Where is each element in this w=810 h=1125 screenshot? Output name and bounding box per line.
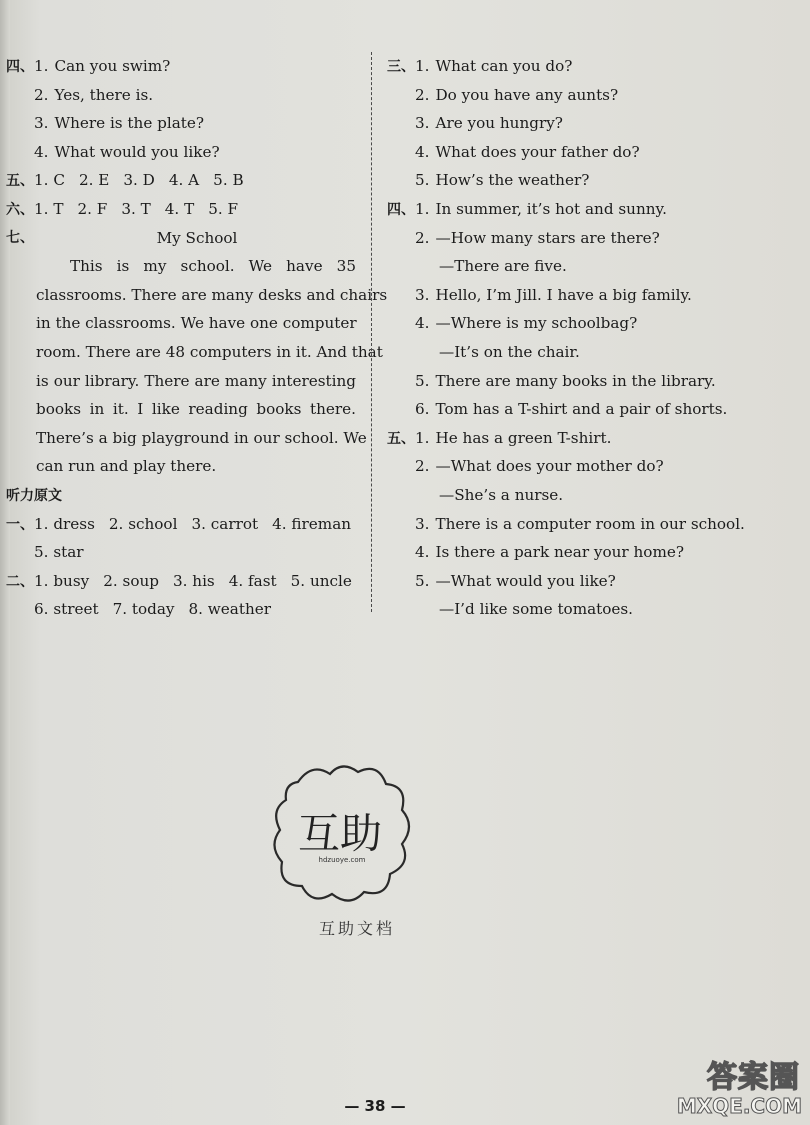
item-text: Do you have any aunts?: [435, 85, 619, 104]
item-number: 1.: [34, 57, 49, 75]
item-number: 3.: [415, 514, 430, 533]
stamp-caption: 互助文档: [318, 919, 395, 938]
item-text: How’s the weather?: [435, 171, 590, 190]
item-number: 6.: [415, 400, 430, 419]
answer-line: [6, 567, 358, 596]
essay-line: in the classrooms. We have one computer: [36, 314, 357, 333]
word: 5. star: [34, 543, 84, 562]
answer: 4. T: [164, 199, 195, 218]
item-number: 3.: [415, 114, 430, 133]
answer-reply-line: [387, 338, 787, 367]
item-text: —Where is my schoolbag?: [435, 314, 638, 333]
word: 3. his: [172, 571, 215, 590]
word: 4. fast: [228, 571, 277, 590]
watermark: [676, 1052, 806, 1122]
watermark-top-text: 答案圈: [707, 1060, 800, 1095]
answer-line: [6, 52, 358, 81]
item-number: 2.: [34, 85, 49, 104]
item-number: 3.: [415, 285, 430, 304]
essay-line: room. There are 48 computers in it. And that: [36, 342, 383, 361]
stamp-small-text: hdzuoye.com: [318, 856, 366, 864]
word: 8. weather: [188, 600, 271, 619]
answer-line: [387, 224, 787, 253]
word: 2. soup: [103, 571, 159, 590]
answer-line: [387, 395, 787, 424]
answer-line: [6, 166, 358, 195]
item-text: What can you do?: [435, 57, 573, 75]
answer-line: [387, 281, 787, 310]
answer-line: [387, 538, 787, 567]
word: 2. school: [108, 514, 178, 533]
item-reply: —It’s on the chair.: [439, 342, 580, 361]
answer: 2. F: [77, 199, 108, 218]
item-text: Hello, I’m Jill. I have a big family.: [435, 285, 692, 304]
section-label: 四、: [387, 201, 415, 218]
answer-line: [6, 538, 358, 567]
section-label: 五、: [6, 173, 34, 190]
word: 5. uncle: [290, 571, 352, 590]
answer-line: [387, 81, 787, 110]
item-number: 4.: [415, 314, 430, 333]
word: 1. dress: [34, 514, 95, 533]
answer-line: [387, 510, 787, 539]
item-number: 4.: [415, 142, 430, 161]
item-reply: —She’s a nurse.: [439, 485, 564, 504]
stamp-big-text: 互助: [297, 809, 383, 858]
item-text: Where is the plate?: [54, 114, 205, 133]
item-number: 1.: [415, 57, 430, 75]
answer-line: [387, 367, 787, 396]
word: 6. street: [34, 600, 99, 619]
answer-reply-line: [387, 252, 787, 281]
answer-line: [387, 424, 787, 453]
answer: 5. B: [213, 171, 244, 190]
item-text: —How many stars are there?: [435, 228, 660, 247]
column-divider: [371, 52, 372, 612]
answer: 3. T: [121, 199, 151, 218]
item-number: 1.: [415, 428, 430, 447]
item-reply: —I’d like some tomatoes.: [439, 600, 634, 619]
answer: 2. E: [78, 171, 110, 190]
answer-line: [6, 81, 358, 110]
answer-line: [387, 195, 787, 224]
answer-reply-line: [387, 481, 787, 510]
item-text: There is a computer room in our school.: [435, 514, 745, 533]
answer: 5. F: [208, 199, 239, 218]
essay-title: My School: [156, 228, 238, 247]
item-text: In summer, it’s hot and sunny.: [435, 199, 667, 218]
item-number: 5.: [415, 571, 430, 590]
item-text: —What would you like?: [435, 571, 616, 590]
essay-line: This is my school. We have 35: [70, 257, 356, 276]
item-number: 1.: [415, 199, 430, 218]
essay-line: can run and play there.: [36, 457, 217, 476]
item-text: He has a green T-shirt.: [435, 428, 612, 447]
word: 7. today: [112, 600, 175, 619]
item-number: 3.: [34, 114, 49, 133]
item-number: 4.: [415, 543, 430, 562]
item-text: Is there a park near your home?: [435, 543, 684, 562]
hdzuoye-stamp-logo: [268, 760, 412, 910]
answer-reply-line: [387, 595, 787, 624]
listening-heading-line: [6, 481, 358, 510]
item-text: —What does your mother do?: [435, 457, 664, 476]
right-column: [387, 52, 787, 624]
listening-heading: 听力原文: [6, 487, 62, 504]
item-number: 2.: [415, 457, 430, 476]
item-number: 5.: [415, 171, 430, 190]
essay-line: is our library. There are many interesting: [36, 371, 356, 390]
item-number: 5.: [415, 371, 430, 390]
answer-line: [387, 52, 787, 81]
section-label: 一、: [6, 516, 34, 533]
essay-line: classrooms. There are many desks and chairs: [36, 285, 388, 304]
answer: 4. A: [168, 171, 200, 190]
item-text: What would you like?: [54, 142, 220, 161]
item-number: 2.: [415, 228, 430, 247]
answer-line: [387, 166, 787, 195]
word: 4. fireman: [272, 514, 352, 533]
answer-line: [387, 567, 787, 596]
section-label: 二、: [6, 573, 34, 590]
section-label: 三、: [387, 59, 415, 75]
item-text: Are you hungry?: [435, 114, 563, 133]
item-text: Can you swim?: [54, 57, 171, 75]
answer-line: [6, 195, 358, 224]
watermark-bottom-text: MXQE.COM: [676, 1094, 802, 1118]
item-text: Tom has a T-shirt and a pair of shorts.: [435, 400, 728, 419]
word: 3. carrot: [191, 514, 259, 533]
essay-title-line: [6, 224, 358, 253]
page-number: — 38 —: [344, 1097, 406, 1115]
answer-line: [387, 452, 787, 481]
item-text: What does your father do?: [435, 142, 640, 161]
essay-line: There’s a big playground in our school. We: [36, 428, 367, 447]
answer-line: [6, 595, 358, 624]
answer-line: [387, 309, 787, 338]
item-number: 4.: [34, 142, 49, 161]
item-text: There are many books in the library.: [435, 371, 716, 390]
answer: 1. C: [34, 171, 65, 190]
answer-line: [6, 510, 358, 539]
section-label: 四、: [6, 59, 34, 75]
item-reply: —There are five.: [439, 257, 567, 276]
answer-line: [6, 138, 358, 167]
item-text: Yes, there is.: [54, 85, 154, 104]
section-label: 五、: [387, 430, 415, 447]
item-number: 2.: [415, 85, 430, 104]
section-label: 七、: [6, 229, 34, 246]
left-column: [6, 52, 388, 624]
essay-line: books in it. I like reading books there.: [36, 400, 356, 419]
answer-line: [6, 109, 358, 138]
word: 1. busy: [34, 571, 90, 590]
answer: 1. T: [34, 199, 64, 218]
answer: 3. D: [123, 171, 155, 190]
answer-line: [387, 109, 787, 138]
section-label: 六、: [6, 201, 34, 218]
answer-line: [387, 138, 787, 167]
